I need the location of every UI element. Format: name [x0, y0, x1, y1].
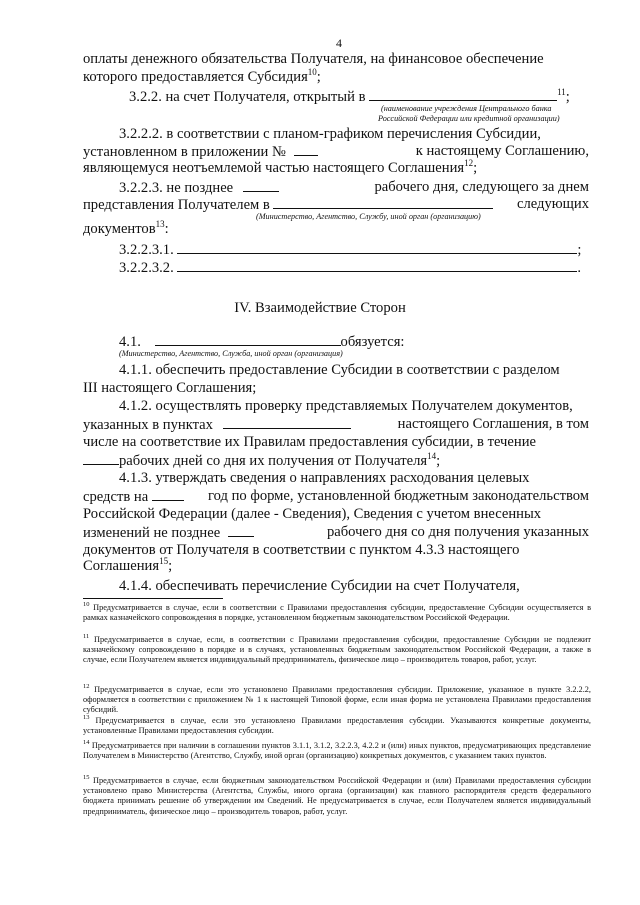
text-line: средств на год по форме, установленной бюджетным законодательством: [83, 488, 589, 505]
caption: (Министерство, Агентство, Службу, иной орган (организацию): [256, 212, 481, 221]
footnote: $^{15}$ Предусматривается в случае, если бюджетным законодательством Российской Федерации и (или) Правилами предоставления субсидии установлено право Министерства (Агентства, Службы, иного органа (организации) как главного распорядителя средств федерального бюджета принимать решение об утверждении им Сведений. Не предусматривается в случае, если Получателем является индивидуальный предприниматель, физическое лицо – производитель товаров, работ, услуг.: [83, 774, 591, 816]
footnote: $^{11}$ Предусматривается в случае, если, в соответствии с Правилами предоставления субсидии, предоставление Субсидии не подлежит казначейскому сопровождению в порядке и в случаях, установленных бюджетным законодательством Российской Федерации, а также в случае, если Получателем является индивидуальный предприниматель, физическое лицо – производитель товаров, работ, услуг.: [83, 633, 591, 665]
text-line: Соглашения$^{15}$;: [83, 556, 173, 574]
text-line: которого предоставляется Субсидия$^{10}$;: [83, 67, 321, 85]
text-line: указанных в пунктах настоящего Соглашения, в том: [83, 416, 589, 433]
section-heading: IV. Взаимодействие Сторон: [234, 300, 406, 316]
caption: Российской Федерации или кредитной организации): [378, 114, 560, 123]
clause-3-2-2-3-1: 3.2.2.3.1. ;: [119, 242, 582, 258]
text-line: рабочих дней со дня их получения от Получателя$^{14}$;: [83, 452, 440, 470]
text-line: документов от Получателя в соответствии с пунктом 4.3.3 настоящего: [83, 542, 520, 558]
caption: (наименование учреждения Центрального банка: [381, 104, 552, 113]
clause-4-1-2: 4.1.2. осуществлять проверку представляемых Получателем документов,: [119, 398, 573, 414]
page-number: 4: [336, 36, 342, 50]
text-line: являющемуся неотъемлемой частью настоящего Соглашения$^{12}$;: [83, 158, 478, 176]
text-line: установленном в приложении № к настоящему Соглашению,: [83, 143, 589, 160]
clause-4-1-3: 4.1.3. утверждать сведения о направлениях расходования целевых: [119, 470, 530, 486]
text-line: числе на соответствие их Правилам предоставления субсидии, в течение: [83, 434, 536, 450]
footnote: $^{13}$ Предусматривается в случае, если это установлено Правилами предоставления субсидии. Указываются конкретные документы, установленные Правилами предоставления субсидии.: [83, 714, 591, 736]
text-line: III настоящего Соглашения;: [83, 380, 257, 396]
text-line: Российской Федерации (далее - Сведения), Сведения с учетом внесенных: [83, 506, 542, 522]
footnote-ref: 10: [307, 67, 317, 78]
clause-4-1: 4.1. обязуется:: [119, 334, 405, 350]
text-line: оплаты денежного обязательства Получателя, на финансовое обеспечение: [83, 51, 544, 67]
text-line: представления Получателем в следующих: [83, 196, 589, 213]
clause-4-1-1: 4.1.1. обеспечить предоставление Субсидии в соответствии с разделом: [119, 362, 560, 378]
clause-3-2-2-3-2: 3.2.2.3.2. .: [119, 260, 582, 276]
footnote: $^{10}$ Предусматривается в случае, если в соответствии с Правилами предоставления субсидии, предоставление Субсидии осуществляется в рамках казначейского сопровождения в порядке, установленном бюджетным законодательством Российской Федерации.: [83, 601, 591, 623]
clause-4-1-4: 4.1.4. обеспечивать перечисление Субсидии на счет Получателя,: [119, 578, 520, 594]
footnote-divider: [83, 598, 223, 599]
clause-3-2-2: 3.2.2. на счет Получателя, открытый в $^{11}$;: [129, 87, 570, 105]
text-line: изменений не позднее рабочего дня со дня получения указанных: [83, 524, 589, 541]
caption: (Министерство, Агентство, Служба, иной орган (организация): [119, 349, 343, 358]
footnote: $^{12}$ Предусматривается в случае, если это установлено Правилами предоставления субсидии. Приложение, указанное в пункте 3.2.2.2, оформляется в соответствии с приложением № 1 к настоящей Типовой форме, если иная форма не установлена Правилами предоставления субсидий.: [83, 683, 592, 715]
footnote: $^{14}$ Предусматривается при наличии в соглашении пунктов 3.1.1, 3.1.2, 3.2.2.3, 4.2.2 и (или) иных пунктов, предусматривающих представление Получателем в Министерство (Агентство, Службу, иной орган (организацию) конкретных документов, с указанием таких пунктов.: [83, 739, 591, 761]
clause-3-2-2-2: 3.2.2.2. в соответствии с планом-графиком перечисления Субсидии,: [119, 126, 541, 142]
clause-3-2-2-3: 3.2.2.3. не позднее рабочего дня, следующего за днем: [119, 179, 589, 196]
text-line: документов$^{13}$:: [83, 219, 169, 237]
